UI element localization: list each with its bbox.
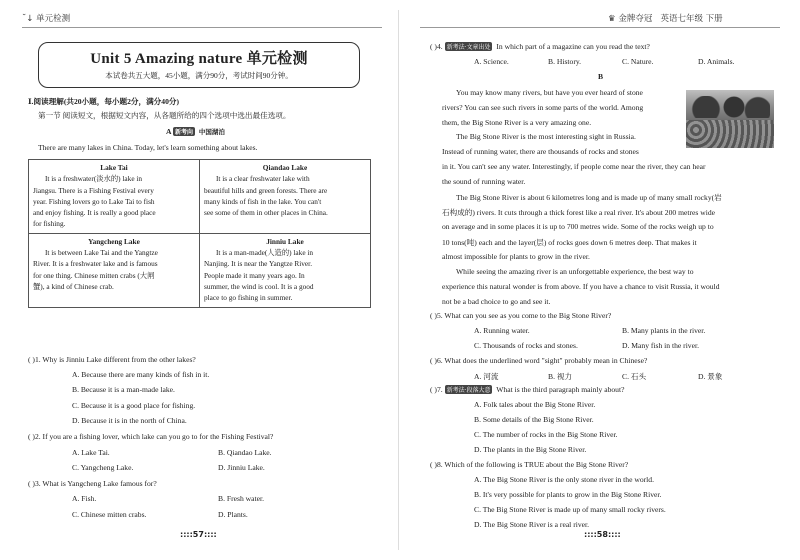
passage-b-line: on average and in some places it is up to 700 metres wide. Some of the rocks weigh up to [442, 222, 714, 231]
q4-option-c[interactable]: C. Nature. [622, 57, 654, 66]
passage-a-letter: A [166, 127, 172, 136]
q8-option-a[interactable]: A. The Big Stone River is the only stone river in the world. [474, 475, 654, 484]
lake-text-line: and enjoy fishing. It is really a good place [33, 208, 156, 218]
lake-text-line: for fishing. [33, 219, 66, 229]
lakes-table [28, 159, 371, 308]
unit-title: Unit 5 Amazing nature 单元检测 [90, 51, 308, 67]
lake-text-line: People made it many years ago. In [204, 270, 305, 280]
lake-text-line: Nanjing. It is near the Yangtze River. [204, 259, 313, 269]
left-page-number-value: 57 [192, 530, 204, 539]
q8-option-c[interactable]: C. The Big Stone River is made up of many small rocky rivers. [474, 505, 666, 514]
q6-option-c[interactable]: C. 石头 [622, 372, 647, 381]
lake-text-line: 蟹), a kind of Chinese crab. [33, 281, 114, 291]
rocks-shape [686, 120, 774, 148]
lake-text-line: year. Fishing lovers go to Lake Tai to fish [33, 196, 155, 206]
passage-b-line: The Big Stone River is about 6 kilometres long and is made up of many small rocky(岩 [456, 193, 722, 202]
lake-name: Qiandao Lake [262, 163, 308, 172]
right-header-rule [420, 27, 780, 28]
q5-option-b[interactable]: B. Many plants in the river. [622, 326, 706, 335]
question-2-stem: ( )2. If you are a fishing lover, which lake can you go to for the Fishing Festival? [28, 432, 274, 441]
section-heading: Ⅰ.阅读理解(共20小题，每小题2分，满分40分) [28, 97, 179, 106]
lake-cell [29, 233, 200, 307]
q2-option-a[interactable]: A. Lake Tai. [72, 448, 110, 457]
passage-b-heading: B [598, 72, 604, 81]
crown-icon: ♛ [608, 14, 616, 24]
right-header [608, 12, 723, 24]
q4-badge: 新考法·文章出处 [446, 44, 491, 51]
q7-badge: 新考法·段落大意 [446, 387, 491, 394]
forest-shape [690, 96, 770, 118]
q7-option-a[interactable]: A. Folk tales about the Big Stone River. [474, 400, 596, 409]
q4-prefix: ( )4. [430, 42, 443, 51]
passage-b-line: Instead of running water, there are thousands of rocks and stones [442, 147, 639, 156]
lake-text-line: many kinds of fish in the lake. You can't [204, 196, 322, 206]
lake-name: Yangcheng Lake [88, 236, 140, 246]
passage-a-heading [166, 127, 225, 136]
q1-option-a[interactable]: A. Because there are many kinds of fish in it. [72, 370, 210, 379]
q2-option-b[interactable]: B. Qiandao Lake. [218, 448, 272, 457]
lake-cell [200, 233, 371, 307]
passage-b-line: the sound of running water. [442, 177, 526, 186]
left-header-rule [22, 27, 382, 28]
q4-option-a[interactable]: A. Science. [474, 57, 509, 66]
unit-subtitle: 本试卷共五大题，45小题，满分90分，考试时间90分钟。 [105, 71, 293, 80]
lake-text-line: It is a clear freshwater lake with [216, 174, 310, 184]
q7-stem-text: What is the third paragraph mainly about? [496, 385, 625, 394]
q7-option-c[interactable]: C. The number of rocks in the Big Stone River. [474, 430, 618, 439]
right-page-number-value: 58 [596, 530, 608, 539]
lake-cell [29, 160, 200, 234]
section-instruction: 第一节 阅读短文，根据短文内容，从各题所给的四个选项中选出最佳选项。 [38, 111, 291, 120]
brand-label: 金牌夺冠 [618, 14, 653, 24]
question-5-stem: ( )5. What can you see as you come to the Big Stone River? [430, 311, 612, 320]
lake-text-line: It is a man-made(人造的) lake in [216, 248, 314, 258]
q1-option-d[interactable]: D. Because it is in the north of China. [72, 416, 187, 425]
stone-river-photo [686, 90, 774, 148]
right-page-number: ::::58:::: [584, 530, 621, 539]
lake-text-line: see some of them in other places in China. [204, 208, 328, 218]
passage-b-line: in it. You can't see any water. Interestingly, if people come near the river, they can hear [442, 162, 706, 171]
lake-text-line: beautiful hills and green forests. There are [204, 185, 328, 195]
lake-name: Jinniu Lake [266, 236, 304, 246]
passage-b-line: them, the Big Stone River is a very amazing one. [442, 118, 592, 127]
bookmark-icon: ˘↓ [22, 14, 34, 24]
unit-title-box [38, 42, 360, 88]
q3-option-a[interactable]: A. Fish. [72, 494, 97, 503]
page-gutter [398, 10, 399, 550]
question-1-stem: ( )1. Why is Jinniu Lake different from the other lakes? [28, 355, 196, 364]
question-7-stem [430, 385, 624, 394]
lake-text-line: place to go fishing in summer. [204, 293, 293, 303]
passage-b-line: While seeing the amazing river is an unforgettable experience, the best way to [456, 267, 694, 276]
q5-option-c[interactable]: C. Thousands of rocks and stones. [474, 341, 578, 350]
question-6-stem: ( )6. What does the underlined word "sight" probably mean in Chinese? [430, 356, 648, 365]
question-3-stem: ( )3. What is Yangcheng Lake famous for? [28, 479, 157, 488]
q4-stem-text: In which part of a magazine can you read the text? [496, 42, 650, 51]
question-4-stem [430, 42, 650, 51]
lake-text-line: Jiangsu. There is a Fishing Festival every [33, 185, 154, 195]
lake-name: Lake Tai [100, 163, 128, 172]
lake-text-line: for one thing. Chinese mitten crabs (大闸 [33, 270, 155, 280]
q5-option-d[interactable]: D. Many fish in the river. [622, 341, 699, 350]
passage-b-line: almost impossible for plants to grow in the river. [442, 252, 590, 261]
passage-b-line: rivers? You can see such rivers in some parts of the world. Among [442, 103, 644, 112]
q6-option-b[interactable]: B. 视力 [548, 372, 573, 381]
passage-b-line: experience this natural wonder is from above. If you have a chance to visit Russia, it would [442, 282, 720, 291]
passage-b-line: The Big Stone River is the most interesting sight in Russia. [456, 132, 636, 141]
passage-b-line: 石构成的) rivers. It cuts through a thick forest like a real river. It's about 200 metres wide [442, 208, 715, 217]
passage-b-line: You may know many rivers, but have you ever heard of stone [456, 88, 643, 97]
subject-label: 英语七年级 下册 [660, 14, 723, 24]
passage-a-tag: 中国湖泊 [198, 129, 225, 136]
table-row [29, 160, 371, 234]
q6-option-a[interactable]: A. 河流 [474, 372, 499, 381]
q2-option-d[interactable]: D. Jinniu Lake. [218, 463, 265, 472]
lake-text-line: It is a freshwater(淡水的) lake in [45, 174, 143, 184]
question-8-stem: ( )8. Which of the following is TRUE about the Big Stone River? [430, 460, 629, 469]
q3-option-c[interactable]: C. Chinese mitten crabs. [72, 510, 147, 519]
passage-a-badge: 新考向 [174, 129, 193, 136]
q3-option-b[interactable]: B. Fresh water. [218, 494, 264, 503]
q6-option-d[interactable]: D. 景象 [698, 372, 723, 381]
q5-option-a[interactable]: A. Running water. [474, 326, 530, 335]
lake-text-line: River. It is a freshwater lake and is famous [33, 259, 158, 269]
q1-option-c[interactable]: C. Because it is a good place for fishing. [72, 401, 196, 410]
lake-text-line: summer, the wind is cool. It is a good [204, 281, 314, 291]
q7-prefix: ( )7. [430, 385, 443, 394]
q2-option-c[interactable]: C. Yangcheng Lake. [72, 463, 134, 472]
q1-option-b[interactable]: B. Because it is a man-made lake. [72, 385, 175, 394]
passage-a-intro: There are many lakes in China. Today, let's learn something about lakes. [38, 143, 258, 152]
passage-b-line: not be a bad choice to go and see it. [442, 297, 551, 306]
left-page-number: ::::57:::: [180, 530, 217, 539]
q4-option-b[interactable]: B. History. [548, 57, 582, 66]
q8-option-b[interactable]: B. It's very possible for plants to grow in the Big Stone River. [474, 490, 662, 499]
lake-text-line: It is between Lake Tai and the Yangtze [45, 248, 158, 258]
q7-option-b[interactable]: B. Some details of the Big Stone River. [474, 415, 594, 424]
q4-option-d[interactable]: D. Animals. [698, 57, 735, 66]
left-header-title: 单元检测 [36, 14, 71, 24]
table-row [29, 233, 371, 307]
q8-option-d[interactable]: D. The Big Stone River is a real river. [474, 520, 590, 529]
lake-cell [200, 160, 371, 234]
q7-option-d[interactable]: D. The plants in the Big Stone River. [474, 445, 587, 454]
q3-option-d[interactable]: D. Plants. [218, 510, 248, 519]
left-header [22, 12, 70, 24]
passage-b-line: 10 tons(吨) each and the layer(层) of rocks goes down 6 metres deep. That makes it [442, 238, 697, 247]
